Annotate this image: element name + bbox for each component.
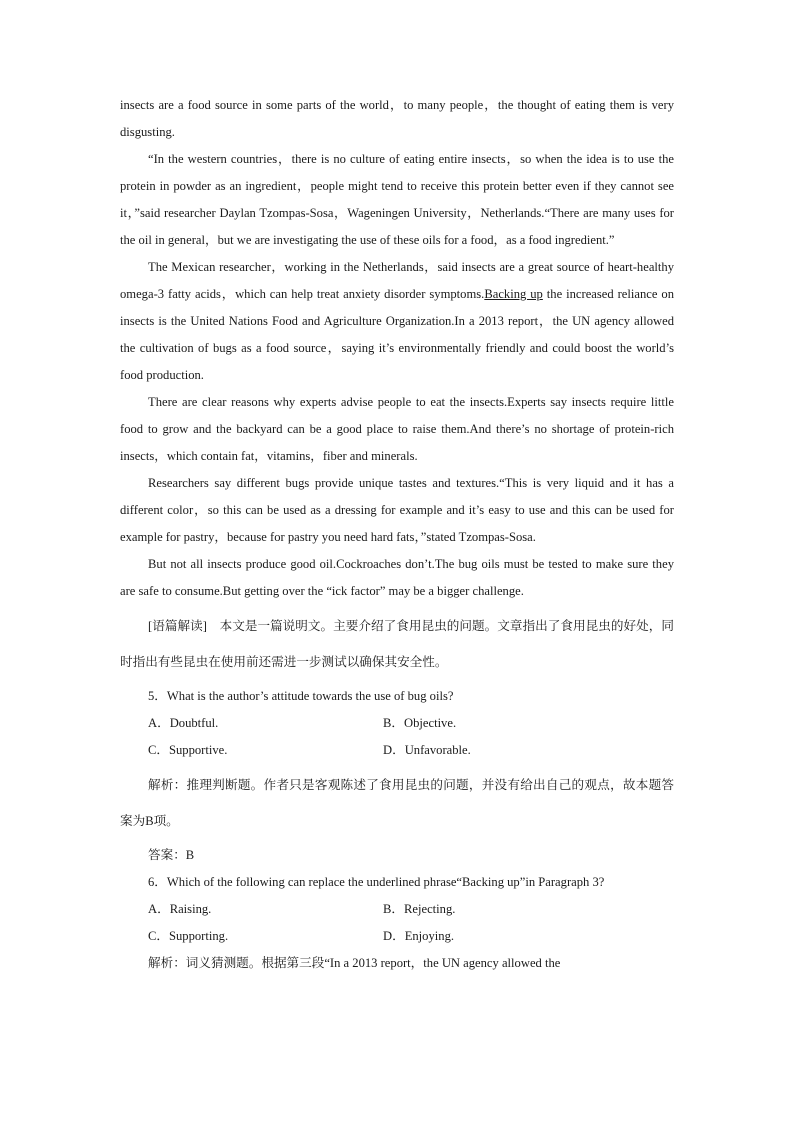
question-5-options-row-1 xyxy=(120,710,674,737)
question-6-stem: 6．Which of the following can replace the underlined phrase“Backing up”in Paragraph 3? xyxy=(148,875,605,889)
document-page xyxy=(120,92,674,977)
option-c: C．Supportive. xyxy=(148,743,228,757)
question-5-stem: 5．What is the author’s attitude towards the use of bug oils? xyxy=(148,689,454,703)
question-5-options-row-2 xyxy=(120,737,674,764)
underlined-phrase: Backing up xyxy=(484,287,543,301)
option-d: D．Unfavorable. xyxy=(383,743,471,757)
passage-paragraph-4: There are clear reasons why experts advise people to eat the insects.Experts say insects require little food to grow and the backyard can be a good place to raise them.And there’s no shortage of protein-rich insects，which contain fat，vitamins，fiber and minerals. xyxy=(120,395,674,463)
question-6-explanation: 解析：词义猜测题。根据第三段“In a 2013 report，the UN agency allowed the xyxy=(148,956,561,970)
passage-paragraph-6: But not all insects produce good oil.Cockroaches don’t.The bug oils must be tested to make sure they are safe to consume.But getting over the “ick factor” may be a bigger challenge. xyxy=(120,557,674,598)
option-d: D．Enjoying. xyxy=(383,929,455,943)
paragraph-3-end: the increased reliance on insects is the United Nations Food and Agriculture Organization.In a 2013 report，the UN agency allowed the cultivation of bugs as a food source，saying it’s environmentally friendly and could boost the world’s food production. xyxy=(120,287,674,382)
question-5-explanation: 解析：推理判断题。作者只是客观陈述了食用昆虫的问题，并没有给出自己的观点，故本题答案为B项。 xyxy=(120,778,674,828)
question-5-answer: 答案：B xyxy=(148,848,195,862)
passage-analysis: [语篇解读] 本文是一篇说明文。主要介绍了食用昆虫的问题。文章指出了食用昆虫的好处，同时指出有些昆虫在使用前还需进一步测试以确保其安全性。 xyxy=(120,619,674,669)
option-b: B．Objective. xyxy=(383,716,457,730)
question-6-options-row-2 xyxy=(120,923,674,950)
passage-paragraph-intro: insects are a food source in some parts of the world，to many people，the thought of eating them is very disgusting. xyxy=(120,98,674,139)
passage-paragraph-5: Researchers say different bugs provide unique tastes and textures.“This is very liquid and it has a different color，so this can be used as a dressing for example and it’s easy to use and this can be used for example for pastry，because for pastry you need hard fats，”stated Tzompas-Sosa. xyxy=(120,476,674,544)
option-c: C．Supporting. xyxy=(148,929,229,943)
passage-paragraph-2: “In the western countries，there is no culture of eating entire insects，so when the idea is to use the protein in powder as an ingredient，people might tend to receive this protein better even if they cannot see it，”said researcher Daylan Tzompas-Sosa，Wageningen University，Netherlands.“There are many uses for the oil in general，but we are investigating the use of these oils for a food，as a food ingredient.” xyxy=(120,152,674,247)
paragraph-3-start: The Mexican researcher，working in the Netherlands，said insects are a great source of heart-healthy omega-3 fatty acids，which can help treat anxiety disorder symptoms. xyxy=(120,260,674,301)
passage-paragraph-3 xyxy=(120,254,674,389)
option-a: A．Doubtful. xyxy=(148,716,219,730)
question-6-options-row-1 xyxy=(120,896,674,923)
option-a: A．Raising. xyxy=(148,902,212,916)
option-b: B．Rejecting. xyxy=(383,902,456,916)
